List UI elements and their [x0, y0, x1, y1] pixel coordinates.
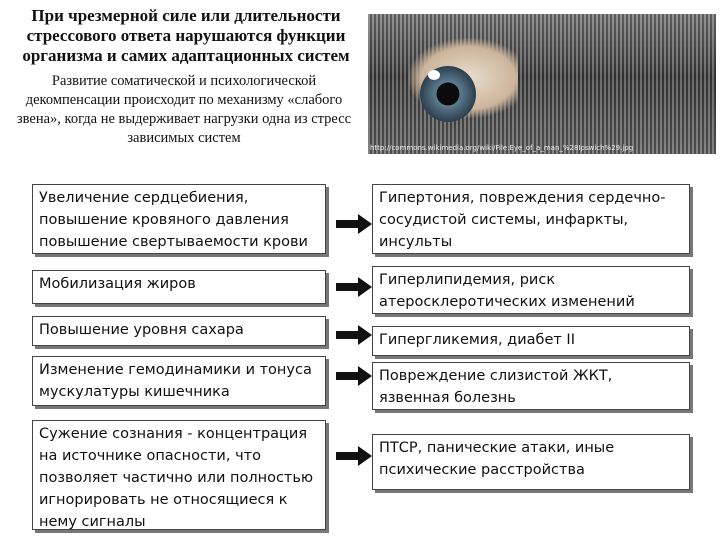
eye-photo [368, 14, 716, 154]
photo-source-url: http://commons.wikimedia.org/wiki/File:Eye_of_a_man_%28Ipswich%29.jpg [370, 144, 634, 152]
slide-title: При чрезмерной силе или длительности стрессового ответа нарушаются функции организма и самих адаптационных систем [22, 6, 350, 65]
eye-glint [428, 70, 440, 80]
arrow-icon [336, 277, 372, 297]
effect-box-2: Гиперлипидемия, риск атеросклеротических изменений [372, 266, 690, 314]
cause-box-4: Изменение гемодинамики и тонуса мускулатуры кишечника [32, 356, 326, 406]
effect-box-3: Гипергликемия, диабет II [372, 326, 690, 356]
arrow-icon [336, 366, 372, 386]
cause-box-5: Сужение сознания - концентрация на источнике опасности, что позволяет частично или полностью игнорировать не относящиеся к нему сигналы [32, 420, 326, 530]
slide-subtitle: Развитие соматической и психологической декомпенсации происходит по механизму «слабого звена», когда не выдерживает нагрузки одна из стресс зависимых систем [16, 73, 352, 146]
cause-box-2: Мобилизация жиров [32, 270, 326, 304]
arrow-icon [336, 446, 372, 466]
cause-box-1: Увеличение сердцебиения, повышение кровяного давления повышение свертываемости крови [32, 184, 326, 254]
arrow-icon [336, 325, 372, 345]
effect-box-5: ПТСР, панические атаки, иные психические расстройства [372, 434, 690, 490]
effect-box-4: Повреждение слизистой ЖКТ, язвенная болезнь [372, 362, 690, 410]
cause-box-3: Повышение уровня сахара [32, 316, 326, 346]
effect-box-1: Гипертония, повреждения сердечно-сосудистой системы, инфаркты, инсульты [372, 184, 690, 254]
arrow-icon [336, 214, 372, 234]
